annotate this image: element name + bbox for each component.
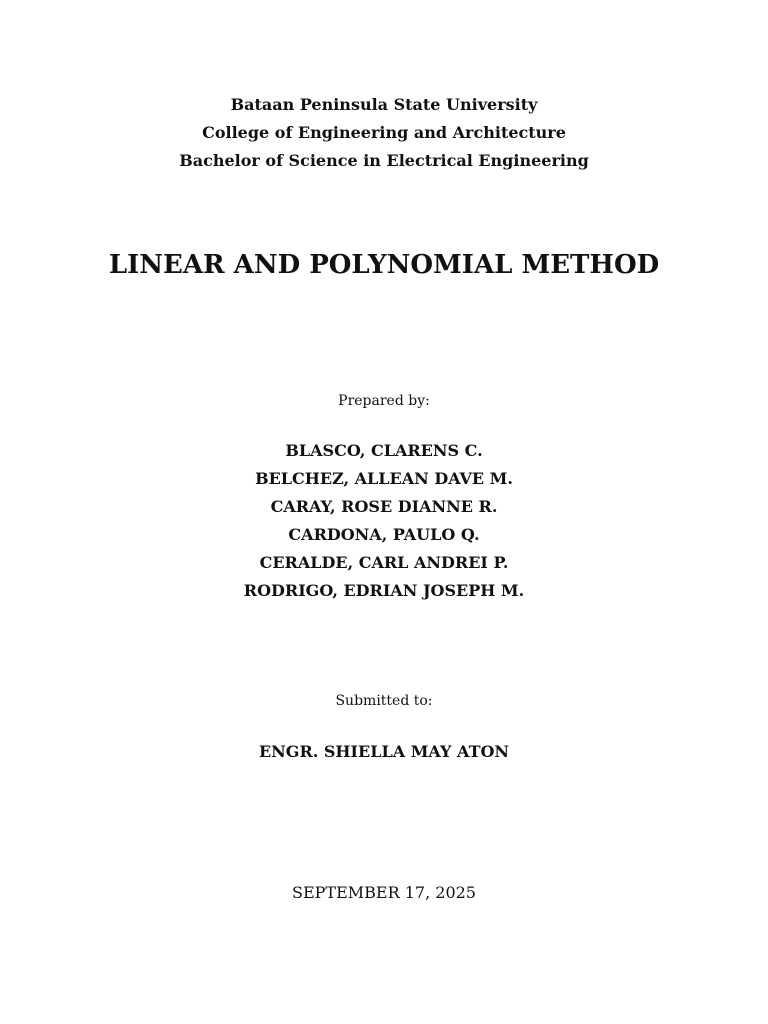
author-name: BLASCO, CLARENS C. bbox=[285, 441, 483, 460]
author-name: CARAY, ROSE DIANNE R. bbox=[270, 497, 498, 516]
recipient-name: ENGR. SHIELLA MAY ATON bbox=[258, 742, 510, 761]
program-name: Bachelor of Science in Electrical Engineering bbox=[179, 151, 589, 170]
submission-date: SEPTEMBER 17, 2025 bbox=[292, 883, 476, 902]
author-name: RODRIGO, EDRIAN JOSEPH M. bbox=[243, 581, 525, 600]
university-name: Bataan Peninsula State University bbox=[230, 95, 538, 114]
submitted-to-label: Submitted to: bbox=[335, 693, 433, 709]
college-name: College of Engineering and Architecture bbox=[202, 123, 566, 142]
author-name: BELCHEZ, ALLEAN DAVE M. bbox=[255, 469, 513, 488]
prepared-by-label: Prepared by: bbox=[338, 393, 430, 409]
document-title: LINEAR AND POLYNOMIAL METHOD bbox=[108, 250, 660, 280]
author-name: CERALDE, CARL ANDREI P. bbox=[259, 553, 509, 572]
author-name: CARDONA, PAULO Q. bbox=[288, 525, 480, 544]
